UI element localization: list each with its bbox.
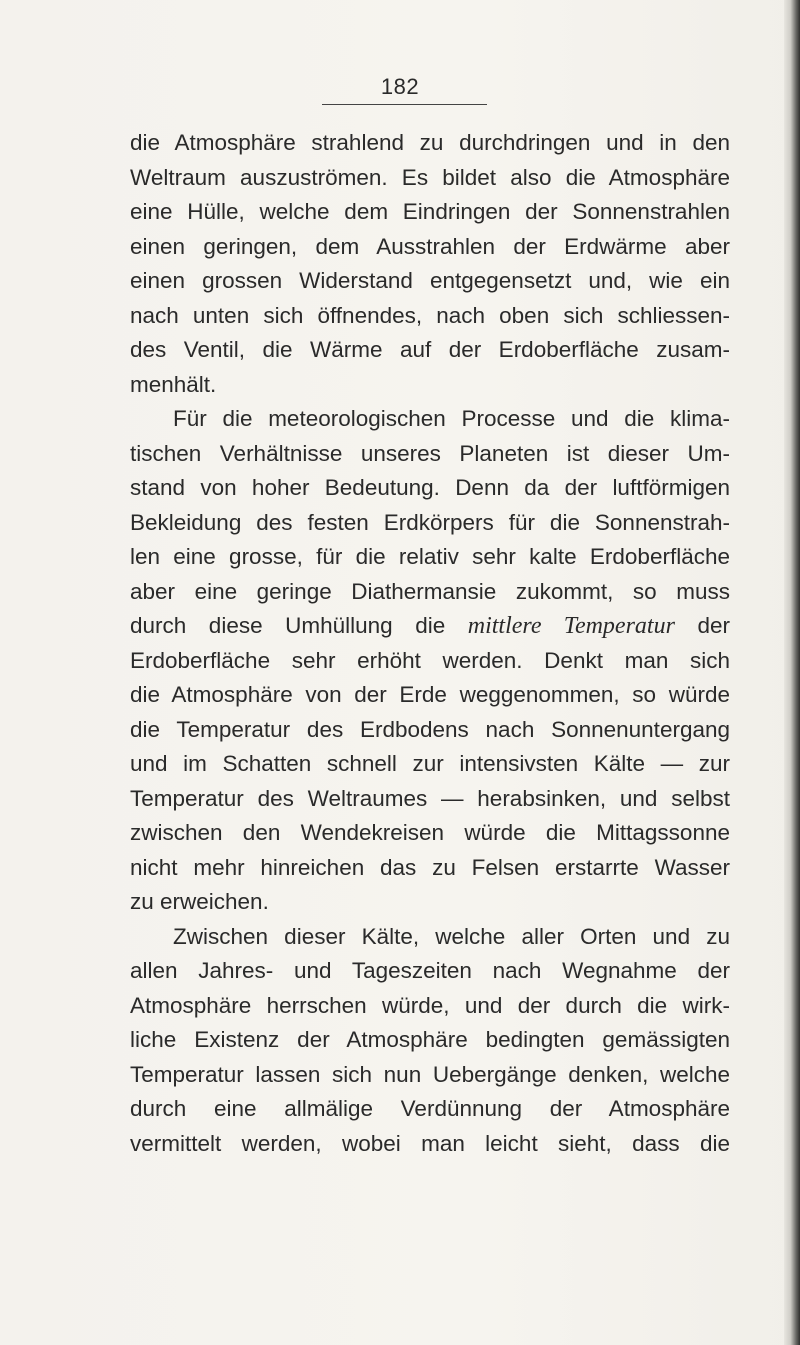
text-line: tischen Verhältnisse unseres Planeten ist dieser Um- <box>130 440 730 466</box>
text-line <box>130 609 730 644</box>
text-line: allen Jahres- und Tageszeiten nach Wegnahme der <box>130 958 730 983</box>
text-segment: der <box>674 613 730 638</box>
text-line: des Ventil, die Wärme auf der Erdoberfläche zusam- <box>130 337 730 362</box>
text-line: Temperatur des Weltraumes — herabsinken, und selbst <box>130 785 730 811</box>
text-line: liche Existenz der Atmosphäre bedingten gemässigten <box>130 1027 730 1052</box>
text-line: zwischen den Wendekreisen würde die Mittagssonne <box>130 820 730 845</box>
page-number: 182 <box>380 74 420 99</box>
text-line: Weltraum auszuströmen. Es bildet also die Atmosphäre <box>130 164 730 190</box>
text-line: nicht mehr hinreichen das zu Felsen erstarrte Wasser <box>130 854 730 880</box>
text-line: eine Hülle, welche dem Eindringen der Sonnenstrahlen <box>130 199 730 224</box>
text-line: durch eine allmälige Verdünnung der Atmosphäre <box>130 1096 730 1121</box>
body-text <box>130 126 730 1161</box>
italic-text: mittlere Temperatur <box>467 613 675 639</box>
text-line: Erdoberfläche sehr erhöht werden. Denkt man sich <box>130 647 730 673</box>
text-line: Atmosphäre herrschen würde, und der durch die wirk- <box>130 992 730 1018</box>
text-line: vermittelt werden, wobei man leicht sieht, dass die <box>130 1130 730 1156</box>
text-line: einen grossen Widerstand entgegensetzt und, wie ein <box>130 268 730 293</box>
text-line: aber eine geringe Diathermansie zukommt, so muss <box>130 578 730 604</box>
text-line: die Atmosphäre von der Erde weggenommen, so würde <box>130 682 730 707</box>
text-line: stand von hoher Bedeutung. Denn da der luftförmigen <box>130 475 730 500</box>
text-line: Bekleidung des festen Erdkörpers für die Sonnenstrah- <box>130 509 730 535</box>
text-line: die Temperatur des Erdbodens nach Sonnenuntergang <box>130 716 730 742</box>
text-line: die Atmosphäre strahlend zu durchdringen und in den <box>130 130 730 155</box>
text-line: und im Schatten schnell zur intensivsten Kälte — zur <box>130 751 730 776</box>
text-line: einen geringen, dem Ausstrahlen der Erdwärme aber <box>130 233 730 259</box>
text-line: menhält. <box>130 371 217 397</box>
text-line: zu erweichen. <box>130 889 269 914</box>
text-line: Für die meteorologischen Processe und die klima- <box>173 406 730 431</box>
text-segment: durch diese Umhüllung die <box>130 613 468 638</box>
text-line: Zwischen dieser Kälte, welche aller Orten und zu <box>173 923 730 949</box>
header-rule <box>322 104 487 105</box>
text-line: len eine grosse, für die relativ sehr kalte Erdoberfläche <box>130 544 730 569</box>
text-line: Temperatur lassen sich nun Uebergänge denken, welche <box>130 1061 730 1087</box>
book-spine-edge <box>784 0 800 1345</box>
text-line: nach unten sich öffnendes, nach oben sich schliessen- <box>130 302 730 328</box>
